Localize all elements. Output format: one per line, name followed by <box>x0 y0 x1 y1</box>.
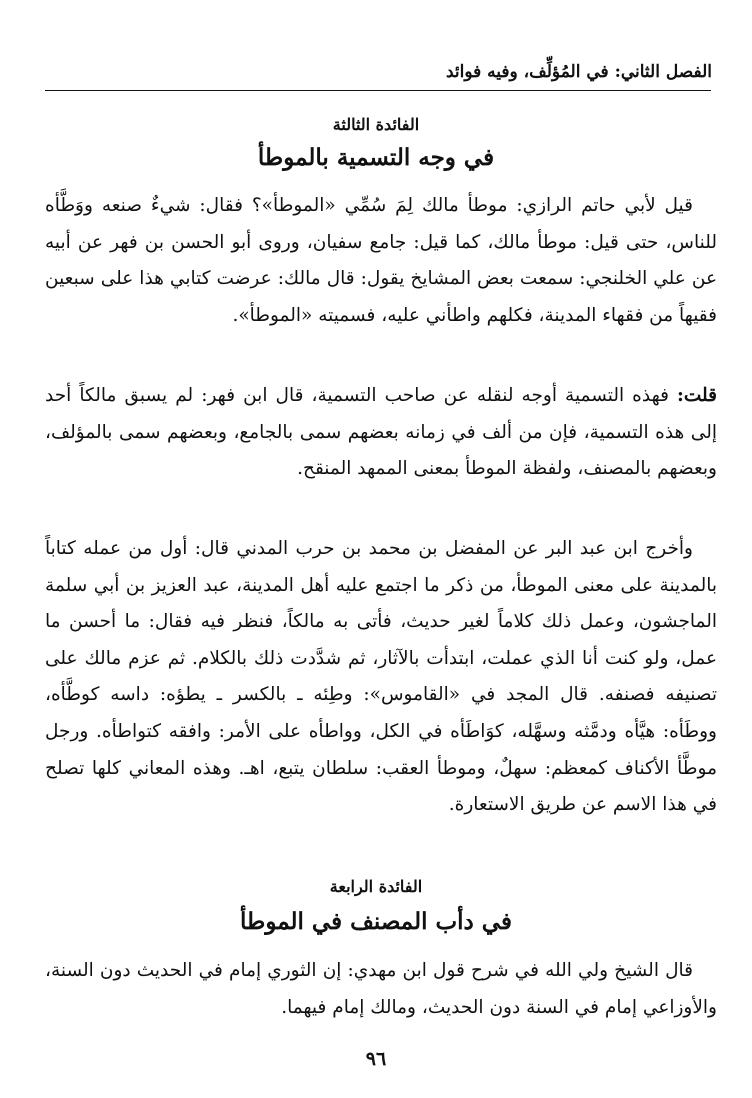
paragraph-lead-word: قلت: <box>677 385 717 406</box>
section-3-paragraph-2 <box>45 378 717 488</box>
page-number: ٩٦ <box>365 1048 387 1070</box>
section-4-paragraph-1 <box>45 953 717 1026</box>
section-4-title: في دأب المصنف في الموطأ <box>240 908 512 935</box>
section-3-title: في وجه التسمية بالموطأ <box>257 144 495 171</box>
section-3-paragraph-3-text: وأخرج ابن عبد البر عن المفضل بن محمد بن حرب المدني قال: أول من عمله كتاباً بالمدينة على معنى الموطأ، من ذكر ما اجتمع عليه أهل المدينة، عبد العزيز بن أبي سلمة الماجشون، وعمل ذلك كلاماً لغير حديث، فأتى به مالكاً، فنظر فيه فقال: ما أحسن ما عمل، ولو كنت أنا الذي عملت، ابتدأت بالآثار، ثم شدَّدت ذلك بالكلام. ثم عزم مالك على تصنيفه فصنفه. قال المجد في «القاموس»: وطِئه ـ بالكسر ـ يطؤه: داسه كوطَّأه، ووطَأه: هيَّأه ودمَّثه وسهَّله، كوَاطَأه في الكل، وواطأه على الأمر: وافقه كتواطأه. ورجل موطَّأ الأكناف كمعظم: سهلٌ، وموطأ العقب: سلطان يتبع، اهـ. وهذه المعاني كلها تصلح في هذا الاسم عن طريق الاستعارة. <box>45 538 718 816</box>
section-3-paragraph-1-text: قيل لأبي حاتم الرازي: موطأ مالك لِمَ سُمِّي «الموطأ»؟ فقال: شيءٌ صنعه ووَطَّأه للناس، حتى قيل: موطأ مالك، كما قيل: جامع سفيان، وروى أبو الحسن بن فهر عن أبيه عن علي الخلنجي: سمعت بعض المشايخ يقول: قال مالك: عرضت كتابي هذا على سبعين فقيهاً من فقهاء المدينة، فكلهم واطأني عليه، فسميته «الموطأ». <box>45 195 717 326</box>
section-3-label: الفائدة الثالثة <box>332 115 420 134</box>
section-3-paragraph-2-text: فهذه التسمية أوجه لنقله عن صاحب التسمية، قال ابن فهر: لم يسبق مالكاً أحد إلى هذه التسمية، فإن من ألف في زمانه بعضهم سمى بالجامع، وبعضهم سمى بالمؤلف، وبعضهم بالمصنف، ولفظة الموطأ بمعنى الممهد المنقح. <box>45 385 717 480</box>
running-head: الفصل الثاني: في المُؤلِّف، وفيه فوائد <box>445 62 712 82</box>
header-rule <box>45 90 711 91</box>
section-4-paragraph-1-text: قال الشيخ ولي الله في شرح قول ابن مهدي: إن الثوري إمام في الحديث دون السنة، والأوزاعي إمام في السنة دون الحديث، ومالك إمام فيهما. <box>45 960 717 1018</box>
section-3-paragraph-1 <box>45 188 717 334</box>
section-4-label: الفائدة الرابعة <box>329 877 423 896</box>
section-3-paragraph-3 <box>45 531 717 824</box>
